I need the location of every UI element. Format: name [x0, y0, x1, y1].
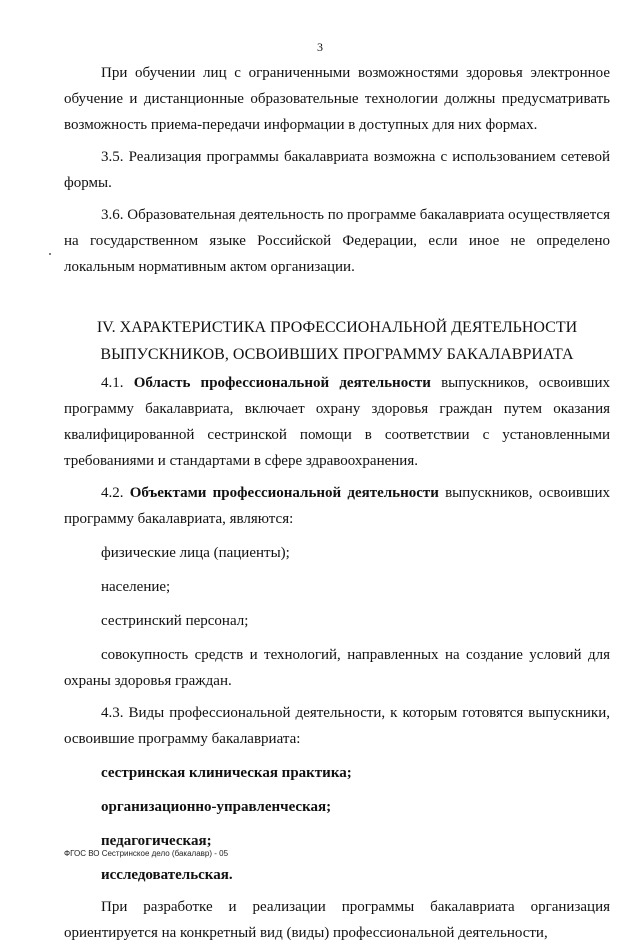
paragraph-last: При разработке и реализации программы бакалавриата организация ориентируется на конкретный вид (виды) профессиональной деятельности,	[64, 899, 610, 941]
list-item: население;	[101, 579, 171, 595]
list-item: совокупность средств и технологий, направленных на создание условий для охраны здоровья граждан.	[64, 647, 610, 689]
paragraph-4-1	[64, 370, 610, 474]
section-heading	[64, 314, 610, 368]
list-item-bold: организационно-управленческая;	[101, 799, 332, 815]
page-number: 3	[317, 40, 323, 54]
paragraph-4-1-number: 4.1.	[101, 375, 134, 391]
paragraph-4-2-bold-term: Объектами профессиональной деятельности	[129, 485, 439, 501]
section-heading-line-1: IV. ХАРАКТЕРИСТИКА ПРОФЕССИОНАЛЬНОЙ ДЕЯТЕЛЬНОСТИ	[96, 319, 578, 336]
list-item-bold: сестринская клиническая практика;	[101, 765, 352, 781]
list-item-bold: исследовательская.	[101, 867, 233, 883]
document-body	[64, 60, 610, 946]
paragraph-3-6: 3.6. Образовательная деятельность по программе бакалавриата осуществляется на государственном языке Российской Федерации, если иное не определено локальным нормативным актом организации.	[64, 207, 610, 275]
paragraph-3-5: 3.5. Реализация программы бакалавриата возможна с использованием сетевой формы.	[64, 149, 610, 191]
paragraph-4-1-text: выпускников, освоивших программу бакалавриата, включает охрану здоровья граждан путем оказания квалифицированной сестринской помощи в соответствии с установленными требованиями и стандартами в сфере здравоохранения.	[64, 375, 611, 469]
section-heading-line-2: ВЫПУСКНИКОВ, ОСВОИВШИХ ПРОГРАММУ БАКАЛАВРИАТА	[100, 346, 574, 363]
paragraph-4-2	[64, 480, 610, 532]
paragraph-4-2-text: выпускников, освоивших программу бакалавриата, являются:	[64, 485, 611, 527]
paragraph-4-1-bold-term: Область профессиональной деятельности	[133, 375, 431, 391]
list-item: сестринский персонал;	[101, 613, 249, 629]
list-item: физические лица (пациенты);	[101, 545, 290, 561]
paragraph-distance-learning: При обучении лиц с ограниченными возможностями здоровья электронное обучение и дистанционные образовательные технологии должны предусматривать возможность приема-передачи информации в доступных для них формах.	[64, 65, 610, 133]
list-item-bold: педагогическая;	[101, 833, 212, 849]
scan-speck	[49, 253, 51, 255]
paragraph-4-2-number: 4.2.	[101, 485, 130, 501]
paragraph-4-3: 4.3. Виды профессиональной деятельности, к которым готовятся выпускники, освоившие программу бакалавриата:	[64, 705, 610, 747]
page-footer: ФГОС ВО Сестринское дело (бакалавр) - 05	[64, 849, 229, 858]
